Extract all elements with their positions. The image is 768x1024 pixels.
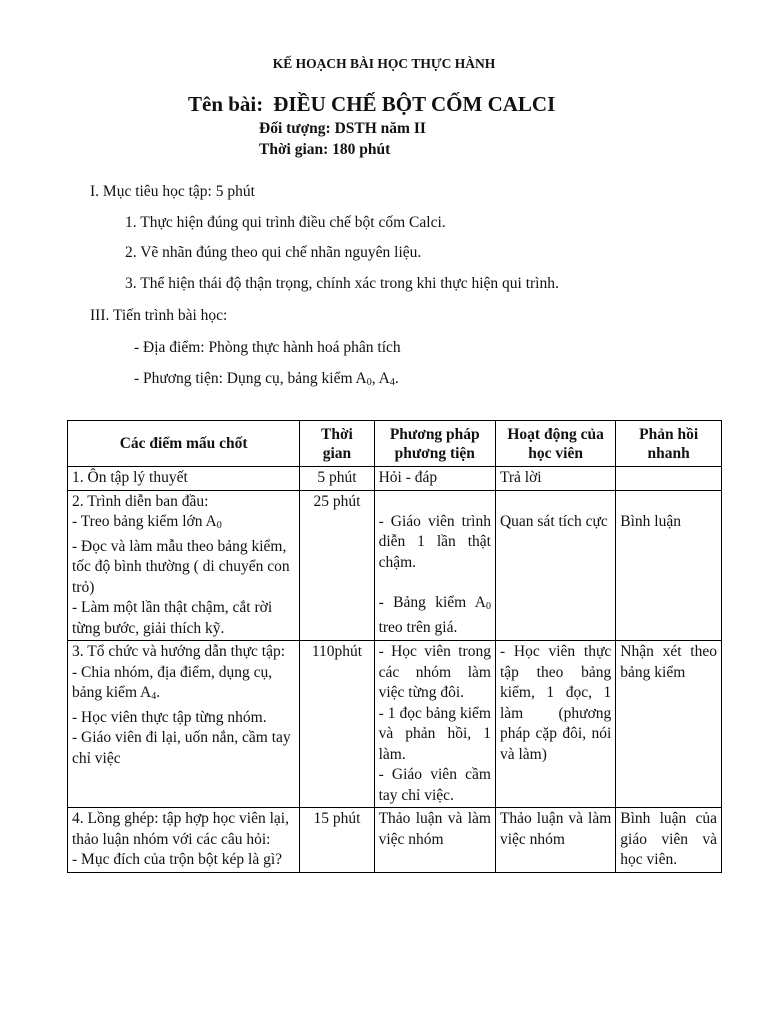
objective-2: 2. Vẽ nhãn đúng theo qui chế nhãn nguyên liệu. xyxy=(125,244,422,261)
row1-method: Hỏi - đáp xyxy=(374,467,495,491)
row1-key: 1. Ôn tập lý thuyết xyxy=(68,467,300,491)
row2-method: - Giáo viên trình diễn 1 lần thật chậm. - Bảng kiểm $A_0$ treo trên giá. xyxy=(374,490,495,641)
row2-key: 2. Trình diễn ban đầu: - Treo bảng kiểm lớn $A_0$ - Đọc và làm mẫu theo bảng kiểm, tốc độ bình thường ( di chuyển con trỏ) - Làm một lần thật chậm, cắt rời từng bước, giải thích kỹ. xyxy=(68,490,300,641)
row2-feedback: Bình luận xyxy=(616,490,722,641)
objective-3: 3. Thể hiện thái độ thận trọng, chính xác trong khi thực hiện qui trình. xyxy=(125,275,559,292)
document-title: KẾ HOẠCH BÀI HỌC THỰC HÀNH xyxy=(272,56,496,71)
lesson-label: Tên bài: xyxy=(188,92,264,116)
lesson-plan-table xyxy=(67,420,722,873)
section-process-heading: III. Tiến trình bài học: xyxy=(90,307,228,324)
table-row xyxy=(68,490,722,641)
location-line: - Địa điểm: Phòng thực hành hoá phân tích xyxy=(134,339,401,356)
header-method: Phương pháp phương tiện xyxy=(374,421,495,467)
row1-feedback xyxy=(616,467,722,491)
row4-activity: Thảo luận và làm việc nhóm xyxy=(495,808,615,873)
row2-activity: Quan sát tích cực xyxy=(495,490,615,641)
row3-feedback: Nhận xét theo bảng kiểm xyxy=(616,641,722,808)
row3-time: 110phút xyxy=(300,641,374,808)
row4-feedback: Bình luận của giáo viên và học viên. xyxy=(616,808,722,873)
row3-activity: - Học viên thực tập theo bảng kiểm, 1 đọc, 1 làm (phương pháp cặp đôi, nói và làm) xyxy=(495,641,615,808)
section-objectives-heading: I. Mục tiêu học tập: 5 phút xyxy=(90,183,255,200)
table-row xyxy=(68,641,722,808)
objective-1: 1. Thực hiện đúng qui trình điều chế bột cốm Calci. xyxy=(125,214,446,231)
header-feedback: Phản hồi nhanh xyxy=(616,421,722,467)
header-key-points: Các điểm mấu chốt xyxy=(68,421,300,467)
row4-method: Thảo luận và làm việc nhóm xyxy=(374,808,495,873)
table-header-row xyxy=(68,421,722,467)
table-row xyxy=(68,467,722,491)
row3-key: 3. Tổ chức và hướng dẫn thực tập: - Chia nhóm, địa điểm, dụng cụ, bảng kiểm $A_4$. - Học viên thực tập từng nhóm. - Giáo viên đi lại, uốn nắn, cầm tay chỉ việc xyxy=(68,641,300,808)
resources-line: - Phương tiện: Dụng cụ, bảng kiểm $A_0$, $A_4$. xyxy=(134,370,399,388)
row3-method: - Học viên trong các nhóm làm việc từng đôi. - 1 đọc bảng kiểm và phản hồi, 1 làm. - Giáo viên cầm tay chỉ việc. xyxy=(374,641,495,808)
header-activity: Hoạt động của học viên xyxy=(495,421,615,467)
lesson-title xyxy=(188,92,555,117)
lesson-name: ĐIỀU CHẾ BỘT CỐM CALCI xyxy=(273,92,556,116)
row4-time: 15 phút xyxy=(300,808,374,873)
duration: Thời gian: 180 phút xyxy=(259,141,391,158)
row4-key: 4. Lồng ghép: tập hợp học viên lại, thảo luận nhóm với các câu hỏi: - Mục đích của trộn bột kép là gì? xyxy=(68,808,300,873)
header-time: Thời gian xyxy=(300,421,374,467)
row1-time: 5 phút xyxy=(300,467,374,491)
table-row xyxy=(68,808,722,873)
row2-time: 25 phút xyxy=(300,490,374,641)
audience: Đối tượng: DSTH năm II xyxy=(259,120,426,137)
row1-activity: Trả lời xyxy=(495,467,615,491)
